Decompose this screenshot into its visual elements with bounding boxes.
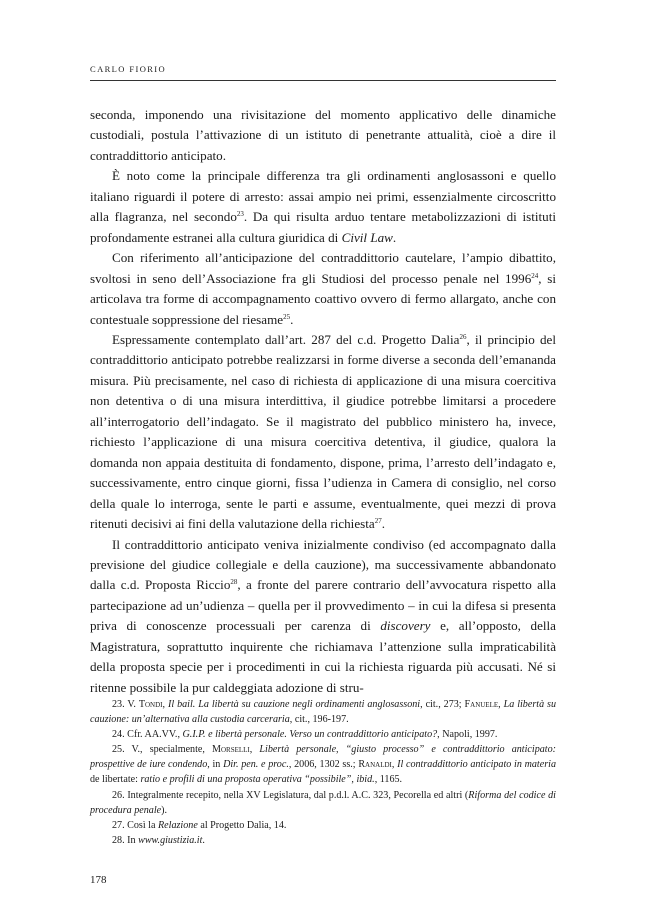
p3-text: , si articolava tra forme di accompagnamento coattivo ovvero di fermo allargato, anche con contestuale soppressione del riesame: [90, 270, 556, 327]
footnote-number: 25.: [112, 744, 125, 756]
p5-italic: discovery: [380, 618, 431, 634]
footnote-ref-23[interactable]: 23: [236, 210, 244, 219]
footnote-23: [90, 697, 556, 727]
footnote-27: [90, 818, 556, 833]
p4-text: , il principio del contraddittorio anticipato potrebbe realizzarsi in forme diverse a seconda dell’emananda misura. Più precisamente, nel caso di richiesta di applicazione di una misura coercitiva non detentiva o di una misura interdittiva, il giudice potrebbe limitarsi a procedere all’interrogatorio dell’indagato. Se il magistrato del pubblico ministero ha, invece, richiesto l’applicazione di una misura coercitiva detentiva, il giudice, qualora la domanda non appaia destituita di fondamento, dispone, prima, l’arresto dell’indagato e, successivamente, entro cinque giorni, fissa l’udienza in Camera di consiglio, nel corso della quale lo interroga, sente le parti e assume, eventualmente, quei mezzi di prova ritenuti decisivi ai fini della valutazione della richiesta: [90, 331, 556, 532]
footnote-ref-28[interactable]: 28: [230, 578, 238, 587]
p3-text: Con riferimento all’anticipazione del contraddittorio cautelare, l’ampio dibattito, svoltosi in seno dell’Associazione fra gli Studiosi del processo penale nel 1996: [90, 250, 556, 286]
fn-author: Fanuele: [464, 699, 499, 710]
fn-text: V.: [124, 699, 139, 710]
footnote-26: [90, 788, 556, 818]
p2-text: . Da qui risulta arduo tentare metabolizzazioni di istituti profondamente estranei alla cultura giuridica di: [90, 209, 556, 245]
footnote-ref-24[interactable]: 24: [531, 271, 539, 280]
fn-title: Libertà personale, “giusto processo” e contraddittorio anticipato: prospettive de iure condendo: [90, 744, 556, 771]
fn-text: Così la: [124, 819, 158, 831]
fn-text: , cit., 273;: [420, 699, 465, 710]
p5-text: Il contraddittorio anticipato veniva inizialmente condiviso (ed accompagnato dalla previsione del giudice collegiale e della cauzione), ma successivamente abbandonato dalla c.d. Proposta Riccio: [90, 536, 556, 593]
fn-text: .: [202, 834, 205, 846]
fn-title: ratio e profili di una proposta operativa “possibile”: [140, 774, 352, 786]
p3-text: .: [290, 311, 294, 327]
fn-text: , 1165.: [374, 774, 403, 786]
footnotes: [90, 697, 556, 848]
fn-text: Cfr. AA.VV.,: [124, 729, 183, 741]
footnote-number: 28.: [112, 834, 125, 846]
fn-text: , in: [207, 759, 224, 771]
fn-title: La libertà su cauzione: un’alternativa alla custodia carceraria: [90, 699, 557, 726]
fn-author: Ranaldi: [358, 759, 392, 771]
fn-text: ,: [162, 699, 168, 710]
paragraph-3: [90, 248, 556, 330]
fn-text: de libertate:: [90, 774, 141, 786]
main-text: [90, 105, 556, 698]
fn-text: , Napoli, 1997.: [437, 729, 498, 741]
p2-italic: Civil Law: [341, 229, 393, 245]
running-header: CARLO FIORIO: [90, 64, 167, 74]
footnote-ref-27[interactable]: 27: [374, 517, 382, 526]
fn-text: , 2006, 1302 ss.;: [288, 759, 359, 771]
fn-text: In: [124, 834, 139, 846]
paragraph-4: [90, 330, 556, 535]
footnote-ref-25[interactable]: 25: [283, 312, 291, 321]
fn-author: Tondi: [138, 699, 163, 710]
fn-title: Relazione: [158, 819, 198, 831]
fn-title: Il contraddittorio anticipato in materia: [397, 759, 556, 771]
paragraph-1: [90, 105, 556, 166]
page-number: 178: [90, 874, 107, 886]
fn-author: Morselli: [212, 744, 250, 756]
footnote-number: 26.: [112, 789, 125, 801]
fn-ibid: ibid.: [356, 774, 375, 786]
fn-text: ,: [391, 759, 398, 771]
footnote-number: 23.: [112, 699, 125, 710]
fn-text: ,: [498, 699, 504, 710]
fn-text: ).: [161, 804, 167, 816]
footnote-24: [90, 727, 556, 742]
fn-title: G.I.P. e libertà personale. Verso un contraddittorio anticipato?: [182, 729, 438, 741]
footnote-ref-26[interactable]: 26: [459, 332, 467, 341]
fn-text: Integralmente recepito, nella XV Legislatura, dal p.d.l. A.C. 323, Pecorella ed altri (: [124, 789, 469, 801]
p5-text: e, all’opposto, della Magistratura, soprattutto inquirente che richiamava l’attenzione sulla impraticabilità della proposta specie per i procedimenti in cui la richiesta riguarda più accusati. Né si ritenne possibile la pur caldeggiata adozione di stru-: [90, 618, 556, 695]
p1-text: seconda, imponendo una rivisitazione del momento applicativo delle dinamiche custodiali, postula l’attivazione di un istituto di penetrante attualità, cioè a dire il contraddittorio anticipato.: [90, 107, 556, 163]
fn-text: ,: [249, 744, 260, 756]
header-rule: [90, 80, 556, 81]
footnote-28: [90, 833, 556, 848]
p5-text: , a fronte del parere contrario dell’avvocatura rispetto alla partecipazione ad un’udienza – quella per il provvedimento – in cui la difesa si presenta priva di conoscenze processuali per carenza di: [90, 577, 556, 634]
fn-text: V., specialmente,: [124, 744, 213, 756]
p2-text: È noto come la principale differenza tra gli ordinamenti anglosassoni e quello italiano riguardi il potere di arresto: assai ampio nei primi, essenzialmente circoscritto alla flagranza, nel secondo: [90, 168, 556, 225]
footnote-number: 24.: [112, 729, 125, 741]
paragraph-2: [90, 166, 556, 248]
footnote-25: [90, 742, 556, 787]
footnote-number: 27.: [112, 819, 125, 831]
fn-link[interactable]: www.giustizia.it: [138, 834, 203, 846]
p4-text: Espressamente contemplato dall’art. 287 del c.d. Progetto Dalia: [112, 331, 460, 347]
fn-text: ,: [351, 774, 357, 786]
fn-text: al Progetto Dalia, 14.: [197, 819, 287, 831]
fn-text: , cit., 196-197.: [289, 714, 349, 726]
p4-text: .: [381, 516, 385, 532]
paragraph-5: [90, 535, 556, 699]
fn-title: Riforma del codice di procedura penale: [90, 789, 556, 816]
fn-title: Il bail. La libertà su cauzione negli ordinamenti anglosassoni: [167, 699, 421, 710]
p2-text: .: [392, 229, 397, 245]
fn-journal: Dir. pen. e proc.: [223, 759, 289, 771]
